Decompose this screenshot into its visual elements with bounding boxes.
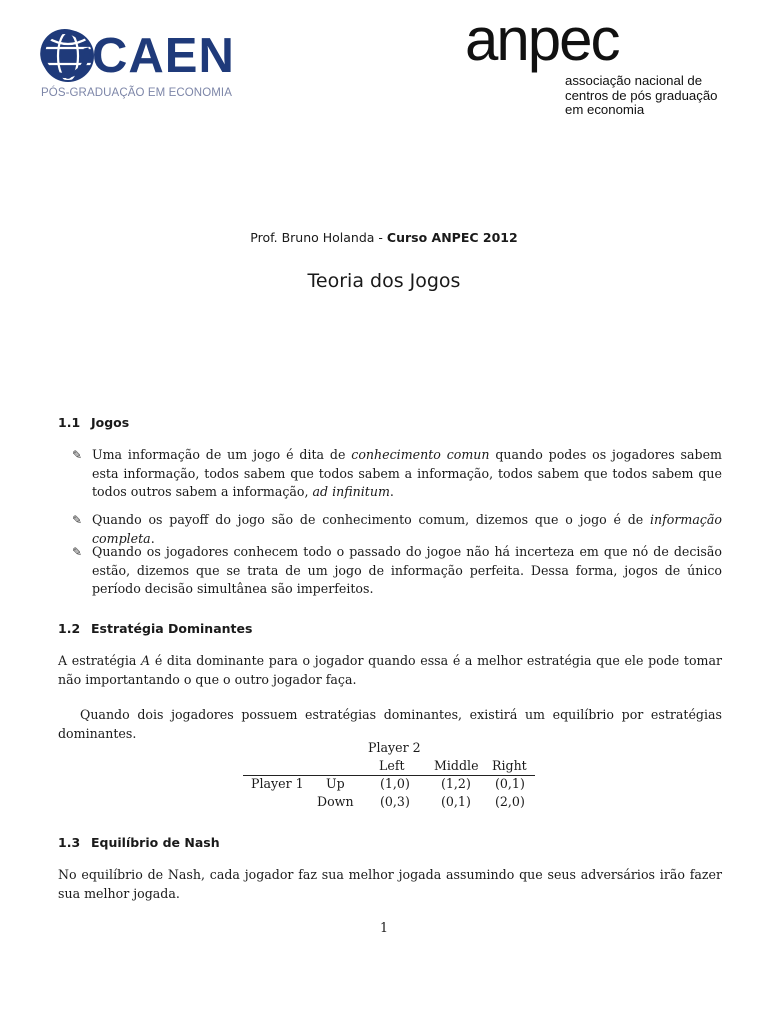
player2-label: Player 2 — [368, 740, 421, 755]
author-course-line — [0, 230, 768, 245]
paragraph-text-part: A estratégia — [58, 653, 142, 668]
row-label: Up — [326, 776, 345, 791]
bullet-item — [72, 446, 722, 502]
player1-label: Player 1 — [251, 776, 304, 791]
row-label: Down — [317, 794, 354, 809]
bullet-item — [72, 543, 722, 599]
document-title: Teoria dos Jogos — [307, 270, 461, 292]
table-cell: (1,2) — [441, 776, 471, 791]
pencil-icon: ✎ — [72, 513, 83, 527]
caen-wordmark: CAEN — [92, 29, 235, 83]
paragraph-text-part: é dita dominante para o jogador quando essa é a melhor estratégia que ele pode tomar não importantando o que o outro jogador faça. — [58, 653, 723, 687]
course-name: Curso ANPEC 2012 — [386, 230, 518, 245]
section-heading-equilibrio-de-nash — [58, 835, 220, 850]
section-number: 1.2 — [58, 621, 81, 636]
bullet-text — [92, 446, 722, 502]
pencil-icon: ✎ — [72, 545, 83, 559]
bullet-text-part: Quando os payoff do jogo são de conhecimento comum, dizemos que o jogo é de — [92, 512, 650, 527]
caen-logo — [40, 26, 265, 102]
pencil-icon: ✎ — [72, 448, 83, 462]
anpec-wordmark: anpec — [465, 6, 619, 73]
paragraph: No equilíbrio de Nash, cada jogador faz sua melhor jogada assumindo que seus adversários irão fazer sua melhor jogada. — [58, 867, 722, 901]
table-cell: (2,0) — [495, 794, 525, 809]
section-heading-jogos — [58, 415, 129, 430]
section-title: Jogos — [91, 415, 130, 430]
paragraph — [58, 652, 722, 689]
section-heading-estrategia-dominantes — [58, 621, 252, 636]
section-number: 1.1 — [58, 415, 81, 430]
bullet-text: Quando os jogadores conhecem todo o passado do jogoe não há incerteza em que nó de decisão estão, dizemos que se trata de um jogo de informação perfeita. Dessa forma, jogos de único período decisão simultânea são imperfeitos. — [92, 544, 722, 596]
bullet-text-part: . — [389, 484, 394, 499]
caen-subtitle: PÓS-GRADUAÇÃO EM ECONOMIA — [41, 87, 232, 99]
column-header: Middle — [434, 758, 479, 773]
bullet-emphasis: conhecimento comun — [351, 447, 490, 462]
anpec-tagline-line: centros de pós graduação — [565, 87, 718, 103]
math-variable: A — [141, 653, 151, 668]
anpec-logo — [465, 6, 755, 128]
anpec-tagline-line: em economia — [565, 102, 645, 117]
table-cell: (1,0) — [380, 776, 410, 791]
table-cell: (0,1) — [441, 794, 471, 809]
table-cell: (0,1) — [495, 776, 525, 791]
section-title: Equilíbrio de Nash — [91, 835, 220, 850]
author-name: Prof. Bruno Holanda - — [250, 230, 387, 245]
section-title: Estratégia Dominantes — [91, 621, 253, 636]
column-header: Left — [379, 758, 405, 773]
bullet-text-part: quando podes os jogadores sabem esta informação, todos sabem que todos sabem a informação, todos sabem que todos sabem que todos outros sabem a informação, — [92, 447, 722, 499]
table-cell: (0,3) — [380, 794, 410, 809]
section-number: 1.3 — [58, 835, 81, 850]
column-header: Right — [492, 758, 527, 773]
anpec-tagline-line: associação nacional de — [565, 73, 703, 88]
bullet-emphasis: ad infinitum — [312, 484, 390, 499]
paragraph: Quando dois jogadores possuem estratégias dominantes, existirá um equilíbrio por estratégias dominantes. — [58, 707, 722, 741]
caen-globe-icon — [40, 28, 96, 84]
bullet-text-part: . — [150, 530, 155, 546]
anpec-tagline — [565, 74, 755, 118]
bullet-emphasis: informação completa — [92, 512, 722, 546]
bullet-text-part: Uma informação de um jogo é dita de — [92, 447, 352, 462]
page-number: 1 — [379, 920, 388, 935]
